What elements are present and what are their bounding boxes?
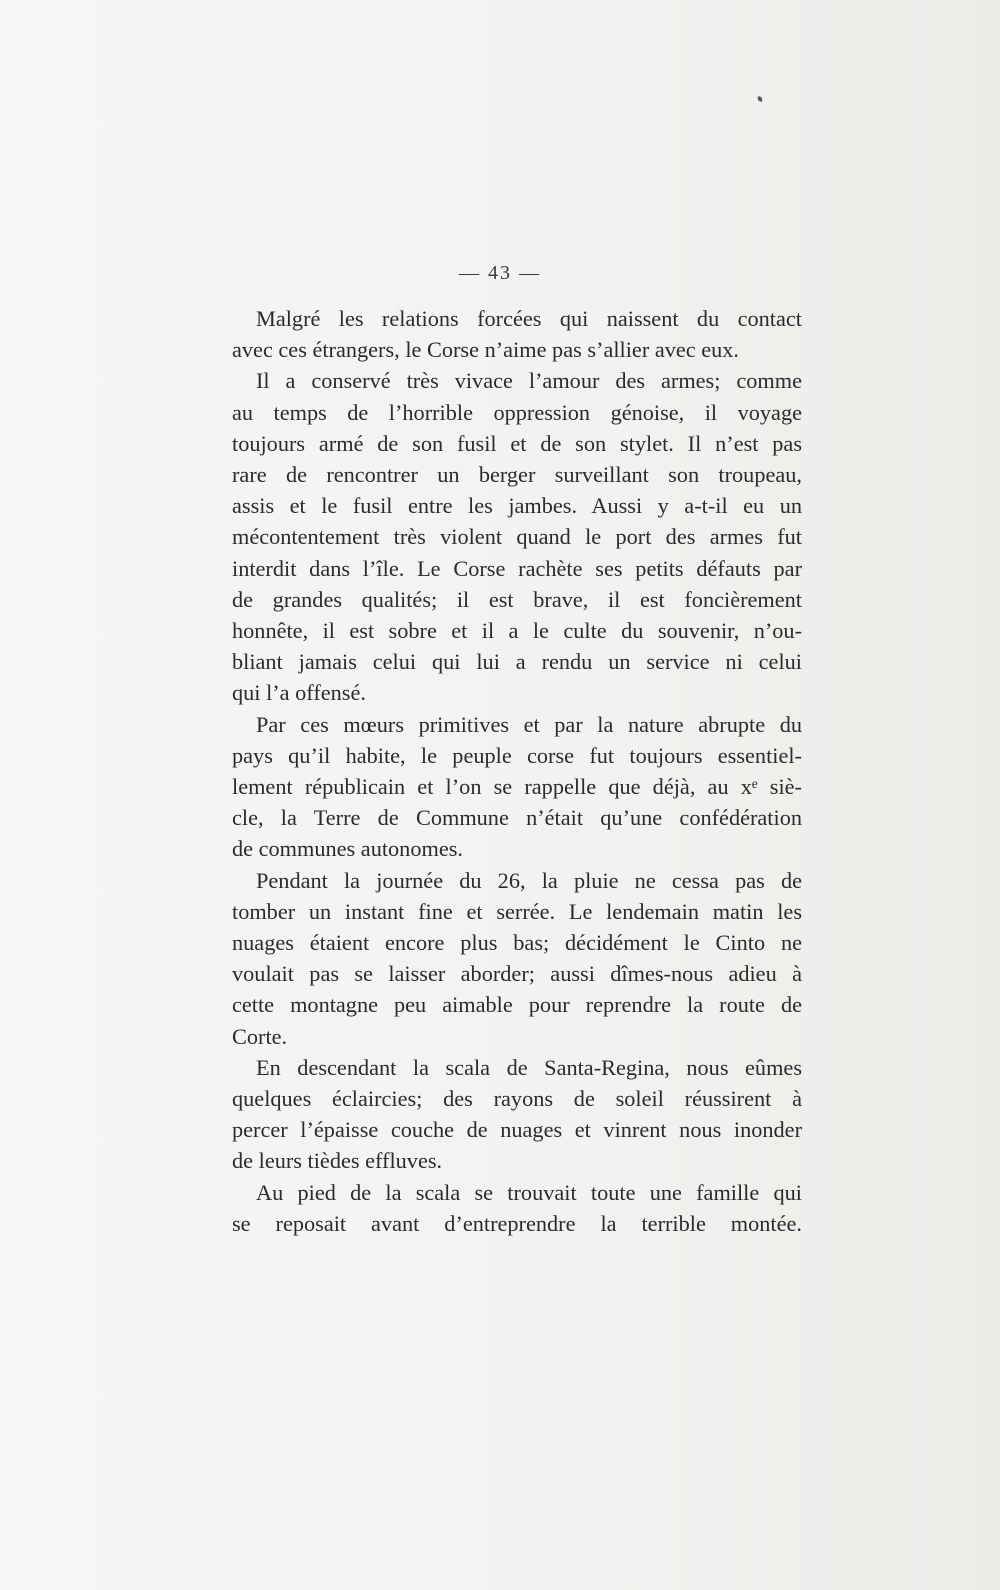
page-number: — 43 — [459, 262, 541, 284]
text-line: Corte. [232, 1023, 288, 1049]
text-line: quelques éclaircies; des rayons de soleil réussirent à [232, 1086, 802, 1112]
text-line: En descendant la scala de Santa-Regina, nous eûmes [256, 1054, 802, 1080]
paragraph [232, 1052, 802, 1177]
paragraph [232, 303, 802, 365]
paragraph [232, 865, 802, 1052]
text-line: qui l’a offensé. [232, 680, 366, 706]
text-line: Pendant la journée du 26, la pluie ne cessa pas de [256, 867, 802, 893]
text-line: se reposait avant d’entreprendre la terrible montée. [232, 1210, 802, 1236]
paragraph [232, 1177, 802, 1239]
text-line: assis et le fusil entre les jambes. Aussi y a-t-il eu un [232, 493, 802, 519]
text-line: de communes autonomes. [232, 836, 463, 862]
text-line: tomber un instant fine et serrée. Le lendemain matin les [232, 898, 802, 924]
text-line: cle, la Terre de Commune n’était qu’une confédération [232, 805, 802, 831]
text-line: bliant jamais celui qui lui a rendu un service ni celui [232, 649, 802, 675]
text-line: honnête, il est sobre et il a le culte du souvenir, n’ou- [232, 618, 802, 644]
text-line: pays qu’il habite, le peuple corse fut toujours essentiel- [232, 742, 802, 768]
text-line: cette montagne peu aimable pour reprendre la route de [232, 992, 802, 1018]
text-line: de grandes qualités; il est brave, il est foncièrement [232, 586, 802, 612]
body-text [232, 303, 802, 1239]
paragraph [232, 709, 802, 865]
text-line: nuages étaient encore plus bas; décidément le Cinto ne [232, 930, 802, 956]
text-line: de leurs tièdes effluves. [232, 1148, 443, 1174]
text-line: avec ces étrangers, le Corse n’aime pas s’allier avec eux. [232, 337, 740, 363]
ink-speck [757, 95, 763, 102]
text-line: lement républicain et l’on se rappelle que déjà, au xᵉ siè- [232, 774, 802, 800]
text-line: Malgré les relations forcées qui naissent du contact [256, 306, 802, 331]
text-line: mécontentement très violent quand le port des armes fut [232, 524, 802, 550]
text-line: Au pied de la scala se trouvait toute une famille qui [256, 1179, 802, 1205]
text-line: interdit dans l’île. Le Corse rachète ses petits défauts par [232, 555, 802, 581]
text-line: toujours armé de son fusil et de son stylet. Il n’est pas [232, 430, 802, 456]
text-line: voulait pas se laisser aborder; aussi dîmes-nous adieu à [232, 961, 802, 987]
text-line: au temps de l’horrible oppression génoise, il voyage [232, 399, 802, 425]
paragraph [232, 365, 802, 708]
text-line: percer l’épaisse couche de nuages et vinrent nous inonder [232, 1117, 802, 1143]
text-line: Par ces mœurs primitives et par la nature abrupte du [256, 711, 802, 737]
text-line: rare de rencontrer un berger surveillant son troupeau, [232, 462, 802, 488]
text-line: Il a conservé très vivace l’amour des armes; comme [256, 368, 802, 394]
